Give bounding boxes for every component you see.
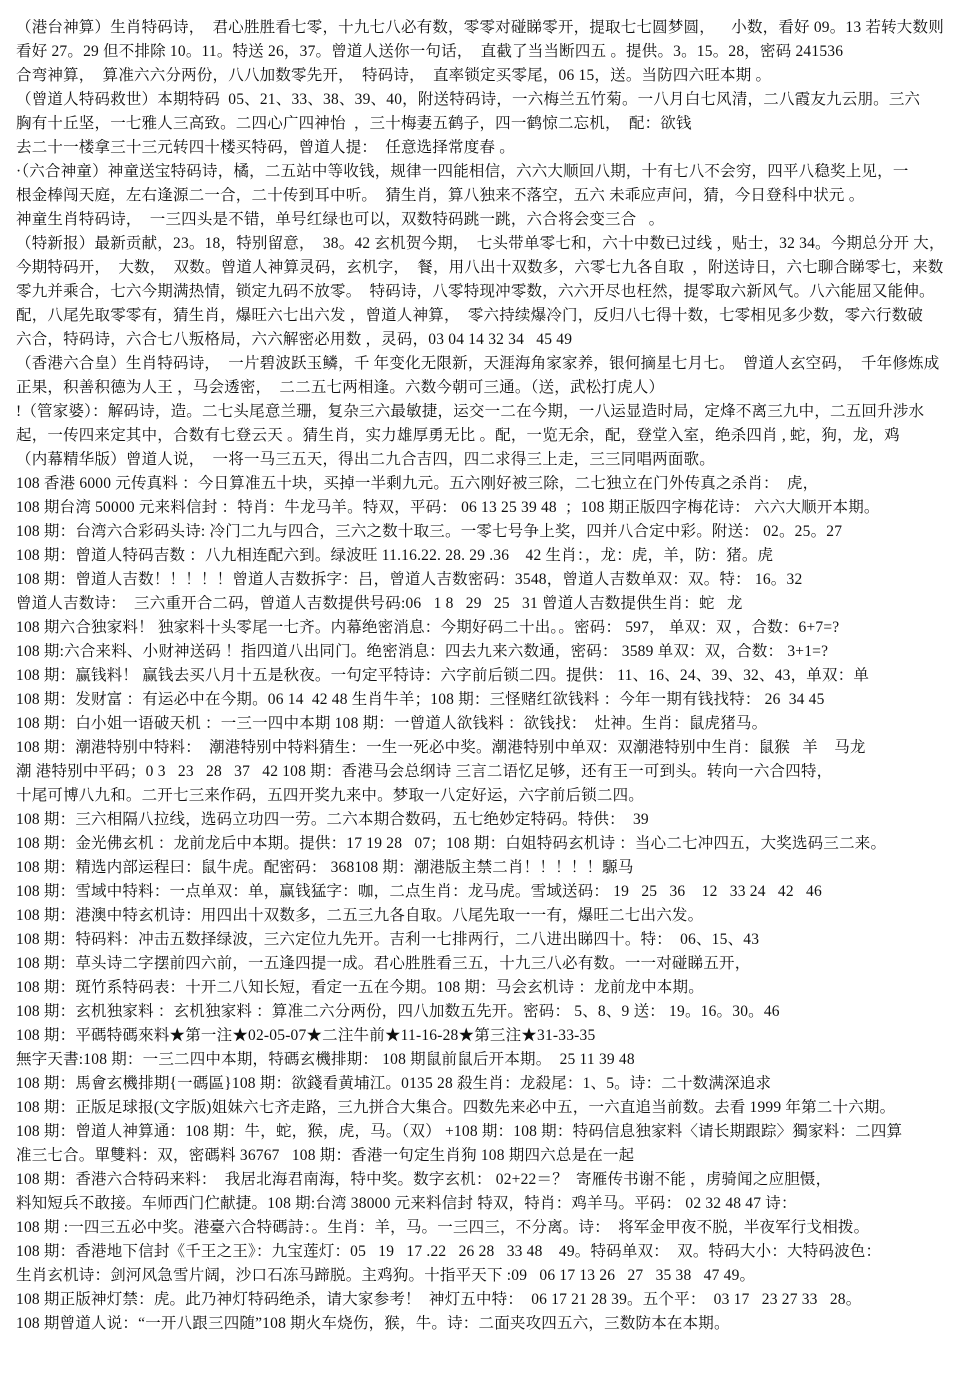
text-line: 108 期：雪域中特料：一点单双：单，赢钱猛字：咖，二点生肖：龙马虎。雪域送码： 19 25 36 12 33 24 42 46	[16, 883, 822, 900]
text-line: 108 期：玄机独家料 ：玄机独家料 ：算准二六分两份，四八加数五先开。密码： 5、8、9 送： 19。16。30。46	[16, 1003, 780, 1020]
text-line: 108 香港 6000 元传真料 ：今日算准五十块，买掉一半剩九元。五六刚好被三除，二七独立在门外传真之杀肖： 虎，	[16, 475, 819, 492]
text-line: 生肖玄机诗：剑河风急雪片阔，沙口石冻马蹄脱。主鸡狗。十指平天下 :09 06 17 13 26 27 35 38 47 49。	[16, 1267, 756, 1284]
text-line: 108 期：特码料：冲击五数择绿波，三六定位九先开。吉利一七排两行，二八进出睇四十。特： 06、15、43	[16, 931, 760, 948]
text-line: 108 期：三六相隔八拉线，选码立功四一劳。二六本期合数码，五七绝妙定特码。特供： 39	[16, 811, 649, 828]
text-line: 108 期：曾道人神算通：108 期：牛，蛇，猴，虎，马。（双） +108 期：108 期：特码信息独家料〈请长期跟踪〉獨家料：二四算	[16, 1123, 903, 1140]
text-line: 六合，特码诗，六合七八叛格局，六六解密必用数 ，灵码，03 04 14 32 34 45 49	[16, 331, 573, 348]
text-line: 神童生肖特码诗， 一三四头是不错，单号红绿也可以，双数特码跳一跳，六合将会变三合 。	[16, 211, 665, 228]
text-line: 108 期六合独家料！ 独家料十头零尾一七齐。内幕绝密消息：今期好码二十出。。密码： 597， 单双：双 ，合数：6+7=?	[16, 619, 840, 636]
text-line: 無字天書:108 期：一三二四中本期，特碼玄機排期： 108 期鼠前鼠后开本期。 25 11 39 48	[16, 1051, 635, 1068]
text-line: 108 期正版神灯禁：虎。此乃神灯特码绝杀，请大家参考！ 神灯五中特： 06 17 21 28 39。五个平： 03 17 23 27 33 28。	[16, 1291, 862, 1308]
text-line: 108 期：正版足球报(文字版)姐妹六七齐走路，三九拼合大集合。四数先来必中五，一六直追当前数。去看 1999 年第二十六期。	[16, 1099, 896, 1116]
text-line: 108 期：台湾六合彩码头诗: 冷门二九与四合，三六之数十取三。一零七号争上奖，四并八合定中彩。附送： 02。25。27	[16, 523, 843, 540]
text-line: !（管家婆）：解码诗，造。二七头尾意兰珊，复杂三六最敏捷，运交一二在今期，一八运显造时局，定烽不离三九中，二五回升涉水	[16, 403, 925, 420]
text-line: 108 期：香港六合特码来料： 我居北海君南海，特中奖。数字玄机： 02+22＝？ 寄雁传书谢不能 ，虏骑闻之应胆慑，	[16, 1171, 832, 1188]
text-line: 准三七合。單雙料：双，密碼料 36767 108 期：香港一句定生肖狗 108 期四六总是在一起	[16, 1147, 635, 1164]
text-line: 合弯神算， 算准六六分两份，八八加数零先开， 特码诗， 直率锁定买零尾，06 15，送。当防四六旺本期 。	[16, 67, 772, 84]
text-line: ·（六合神童）神童送宝特码诗，橘，二五站中等收钱，规律一四能相信，六六大顺回八期，十有七八不会穷，四平八稳奖上见，一	[16, 163, 909, 180]
text-line: （香港六合皇）生肖特码诗， 一片碧波跃玉鳞，千 年变化无限新，天涯海角家家养，银何摘星七月七。 曾道人玄空码， 千年修炼成	[16, 355, 940, 372]
text-line: 起，一传四来定其中，合数有七登云天 。猜生肖，实力雄厚勇无比 。配，一览无余，配，登堂入室，绝杀四肖 , 蛇，狗，龙，鸡	[16, 427, 900, 444]
text-line: （特新报）最新贡献，23。18，特别留意， 38。42 玄机贺今期， 七头带单零七和，六十中数已过线 ，贴士，32 34。今期总分开 大，	[16, 235, 945, 252]
text-line: 十尾可博八九和。二开七三来作码，五四开奖九来中。梦取一八定好运，六字前后锁二四。	[16, 787, 645, 804]
text-line: 108 期：曾道人吉数！！！！！曾道人吉数拆字：吕，曾道人吉数密码：3548，曾道人吉数单双：双。特： 16。32	[16, 571, 803, 588]
text-line: 零九并乘合，七六今期满热情，锁定九码不放零。 特码诗，八零特现冲零数，六六开尽也枉然，提零取六新风气。八六能屈又能伸。	[16, 283, 935, 300]
text-line: 108 期：馬會玄機排期{一碼區}108 期：欲錢看黄埔江。0135 28 殺生肖：龙殺尾：1、5。诗：二十数满深追求	[16, 1075, 772, 1092]
text-line: 去二十一楼拿三十三元转四十楼买特码，曾道人提： 任意选择常度春 。	[16, 139, 515, 156]
text-line: 配，八尾先取零零有，猜生肖，爆旺六七出六发 ，曾道人神算， 零六持续爆冷门，反归八七得十数，七零相见多少数，零六行数破	[16, 307, 924, 324]
text-line: 108 期：港澳中特玄机诗：用四出十双数多，二五三九各自取。八尾先取一一有，爆旺二七出六发。	[16, 907, 704, 924]
text-line: 108 期台湾 50000 元来料信封 ：特肖：牛龙马羊。特双，平码： 06 13 25 39 48 ；108 期正版四字梅花诗： 六六大顺开本期。	[16, 499, 880, 516]
text-line: 看好 27。29 但不排除 10。11。特送 26，37。曾道人送你一句话， 直截了当当断四五 。提供。3。15。28，密码 241536	[16, 43, 844, 60]
text-line: 108 期：金光佛玄机 ：龙前龙后中本期。提供：17 19 28 07；108 期：白姐特码玄机诗 ：当心二七冲四五，大奖选码三二来。	[16, 835, 887, 852]
text-line: 今期特码开， 大数， 双数。曾道人神算灵码，玄机字， 餐，用八出十双数多，六零七九各自取 ，附送诗日，六七聊合睇零七，来数	[16, 259, 944, 276]
text-line: 108 期：发财富 ：有运必中在今期。06 14 42 48 生肖牛羊；108 期：三怪赌红欲钱料 ：今年一期有钱找特： 26 34 45	[16, 691, 825, 708]
text-line: 胸有十丘坚，一七雅人三高致。二四心广四神怡 ，三十梅妻五鹤子，四一鹤惊二忘机， 配：欲钱	[16, 115, 692, 132]
text-line: 108 期：平碼特碼來料★第一注★02-05-07★二注牛前★11-16-28★第三注★31-33-35	[16, 1027, 596, 1044]
text-line: 108 期：潮港特别中特料： 潮港特别中特料猜生：一生一死必中奖。潮港特别中单双：双潮港特别中生肖：鼠猴 羊 马龙	[16, 739, 866, 756]
text-line: 曾道人吉数诗： 三六重开合二码，曾道人吉数提供号码:06 1 8 29 25 31 曾道人吉数提供生肖：蛇 龙	[16, 595, 743, 612]
document-lines	[16, 16, 963, 1336]
text-line: 108 期：曾道人特码吉数 ：八九相连配六到。绿波旺 11.16.22. 28. 29 .36 42 生肖：，龙：虎，羊，防：猪。虎	[16, 547, 774, 564]
text-line: 108 期：赢钱料！ 赢钱去买八月十五是秋夜。一句定平特诗：六字前后锁二四。提供： 11、16、24、39、32、43，单双：单	[16, 667, 870, 684]
text-line: 料知短兵不敢接。车师西门伫献捷。108 期:台湾 38000 元来料信封 特双，特肖：鸡羊马。平码： 02 32 48 47 诗：	[16, 1195, 797, 1212]
text-line: （港台神算）生肖特码诗， 君心胜胜看七零，十九七八必有数，零零对碰睇零开，提取七七圆梦圆， 小数，看好 09。13 若转大数则	[16, 19, 944, 36]
text-line: 108 期：草头诗二字摆前四六前，一五逢四提一成。君心胜胜看三五，十九三八必有数。一一对碰睇五开，	[16, 955, 751, 972]
text-line: 108 期:六合来料、小财神送码 ！指四道八出同门。绝密消息：四去九来六数通，密码： 3589 单双：双，合数： 3+1=?	[16, 643, 829, 660]
text-line: 根金棒闯天庭，左右逢源二一合，二十传到耳中听。 猜生肖，算八独来不落空，五六 未乖应声问，猜，今日登科中状元 。	[16, 187, 865, 204]
text-line: 正果，积善积德为人王 ，马会透密， 二二五七两相逢。六数今朝可三通。（送，武松打虎人）	[16, 379, 665, 396]
text-line: （内幕精华版）曾道人说， 一将一马三五天，得出二九合吉四，四二求得三上走，三三同唱两面歌。	[16, 451, 715, 468]
text-line: 108 期：白小姐一语破天机 ：一三一四中本期 108 期：一曾道人欲钱料 ：欲钱找： 灶神。生肖：鼠虎猪马。	[16, 715, 768, 732]
text-line: 108 期：斑竹系特码表：十开二八知长短，看定一五在今期。108 期：马会玄机诗 ：龙前龙中本期。	[16, 979, 704, 996]
text-line: （曾道人特码救世）本期特码 05、21、33、38、39、40，附送特码诗，一六梅兰五竹菊。一八月白七风清，二八霞友九云朋。三六	[16, 91, 921, 108]
text-line: 潮 港特别中平码；0 3 23 28 37 42 108 期：香港马会总纲诗 三言二语忆足够，还有王一可到头。转向一六合四特，	[16, 763, 833, 780]
text-line: 108 期曾道人说：“一开八跟三四随”108 期火车烧伤，猴，牛。诗：二面夹攻四五六，三数防本在本期。	[16, 1315, 730, 1332]
text-line: 108 期 :一四三五必中奖。港臺六合特碼詩：。生肖：羊，马。一三四三，不分离。诗： 将军金甲夜不脱，半夜军行戈相拨。	[16, 1219, 870, 1236]
text-line: 108 期：香港地下信封《千王之王》：九宝莲灯：05 19 17 .22 26 28 33 48 49。特码单双： 双。特码大小：大特码波色：	[16, 1243, 882, 1260]
text-line: 108 期：精选内部运程曰：鼠牛虎。配密码： 368108 期：潮港版主禁二肖！！！！！騵马	[16, 859, 634, 876]
